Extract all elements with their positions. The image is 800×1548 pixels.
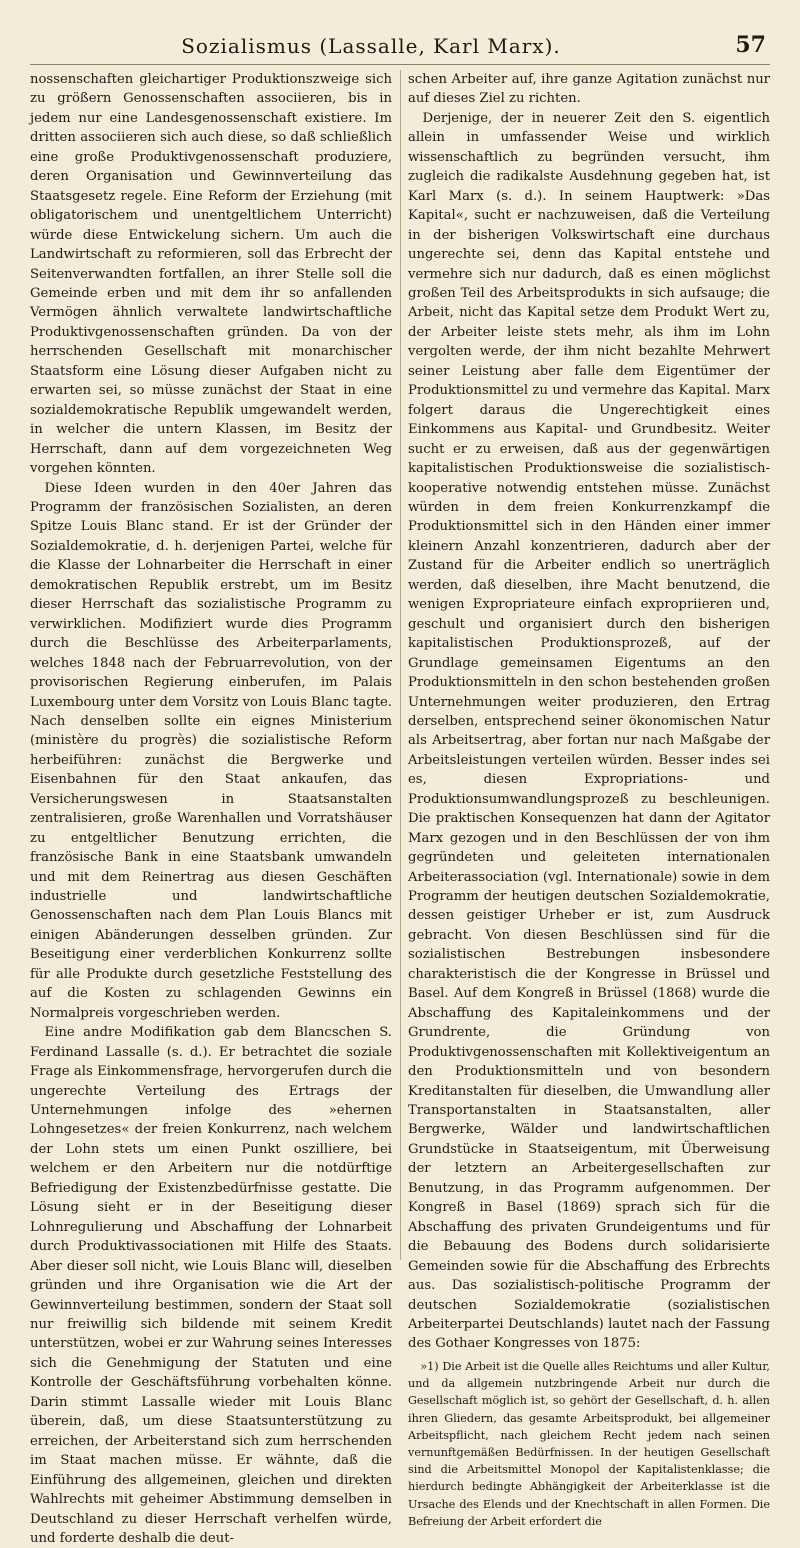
- paragraph: schen Arbeiter auf, ihre ganze Agitation zunächst nur auf dieses Ziel zu richten.: [408, 72, 770, 107]
- page-header: [32, 30, 770, 64]
- paragraph: Diese Ideen wurden in den 40er Jahren das Programm der französischen Sozialisten, an deren Spitze Louis Blanc stand. Er ist der Gründer der Sozialdemokratie, d. h. derjenigen Partei, welche für die Klasse der Lohnarbeiter die Herrschaft in einer demokratischen Republik erstrebt, um im Besitz dieser Herrschaft das sozialistische Programm zu verwirklichen. Modifiziert wurde dies Programm durch die Beschlüsse des Arbeiterparlaments, welches 1848 nach der Februarrevolution, von der provisorischen Regierung einberufen, im Palais Luxembourg unter dem Vorsitz von Louis Blanc tagte. Nach denselben sollte ein eignes Ministerium (ministère du progrès) die sozialistische Reform herbeiführen: zunächst die Bergwerke und Eisenbahnen für den Staat ankaufen, das Versicherungswesen in Staatsanstalten zentralisieren, große Warenhallen und Vorratshäuser zu entgeltlicher Benutzung errichten, die französische Bank in eine Staatsbank umwandeln und mit dem Reinertrag aus diesen Geschäften industrielle und landwirtschaftliche Genossenschaften nach dem Plan Louis Blancs mit einigen Abänderungen desselben gründen. Zur Beseitigung einer verderblichen Konkurrenz sollte für alle Produkte durch gesetzliche Feststellung des auf die Kosten zu schlagenden Gewinns ein Normalpreis vorgeschrieben werden.: [30, 480, 392, 1021]
- paragraph: Derjenige, der in neuerer Zeit den S. eigentlich allein in umfassender Weise und wirklich wissenschaftlich zu begründen versucht, ihm zugleich die radikalste Ausdehnung gegeben hat, ist Karl Marx (s. d.). In seinem Hauptwerk: »Das Kapital«, sucht er nachzuweisen, daß die Verteilung in der bisherigen Volkswirtschaft eine durchaus ungerechte sei, denn das Kapital entstehe und vermehre sich nur dadurch, daß es einen möglichst großen Teil des Arbeitsprodukts in sich aufsauge; die Arbeit, nicht das Kapital setze dem Produkt Wert zu, der Arbeiter leiste stets mehr, als ihm im Lohn vergolten werde, der ihm nicht bezahlte Mehrwert seiner Leistung aber falle dem Eigentümer der Produktionsmittel zu und vermehre das Kapital. Marx folgert daraus die Ungerechtigkeit eines Einkommens aus Kapital- und Grundbesitz. Weiter sucht er zu erweisen, daß aus der gegenwärtigen kapitalistischen Produktionsweise die sozialistisch-kooperative notwendig entstehen müsse. Zunächst würden in dem freien Konkurrenzkampf die Produktionsmittel sich in den Händen einer immer kleinern Anzahl konzentrieren, dadurch aber der Zustand für die Arbeiter endlich so unerträglich werden, daß dieselben, ihre Macht benutzend, die wenigen Expropriateure einfach expropriieren und, geschult und organisiert durch den bisherigen kapitalistischen Produktionsprozeß, auf der Grundlage gemeinsamen Eigentums an den Produktionsmitteln in den schon bestehenden großen Unternehmungen weiter produzieren, den Ertrag derselben, entsprechend seiner ökonomischen Natur als Arbeitsertrag, aber fortan nur nach Maßgabe der Arbeitsleistungen verteilen würden. Besser indes sei es, diesen Expropriations- und Produktionsumwandlungsprozeß zu beschleunigen. Die praktischen Konsequenzen hat dann der Agitator Marx gezogen und in den Beschlüssen der von ihm gegründeten und geleiteten internationalen Arbeiterassociation (vgl. Internationale) sowie in dem Programm der heutigen deutschen Sozialdemokratie, dessen geistiger Urheber er ist, zum Ausdruck gebracht. Von diesen Beschlüssen sind für die sozialistischen Bestrebungen insbesondere charakteristisch die der Kongresse in Brüssel und Basel. Auf dem Kongreß in Brüssel (1868) wurde die Abschaffung des Kapitaleinkommens und der Grundrente, die Gründung von Produktivgenossenschaften mit Kollektiveigentum an den Produktionsmitteln und von besondern Kreditanstalten für dieselben, die Umwandlung aller Transportanstalten in Staatsanstalten, aller Bergwerke, Wälder und landwirtschaftlichen Grundstücke in Staatseigentum, mit Überweisung der letztern an Arbeitergesellschaften zur Benutzung, in das Programm aufgenommen. Der Kongreß in Basel (1869) sprach sich für die Abschaffung des privaten Grundeigentums und für die Bebauung des Bodens durch solidarisierte Gemeinden sowie für die Abschaffung des Erbrechts aus. Das sozialistisch-politische Programm der deutschen Sozialdemokratie (sozialistischen Arbeiterpartei Deutschlands) lautet nach der Fassung des Gothaer Kongresses von 1875:: [408, 110, 770, 1352]
- paragraph: nossenschaften gleichartiger Produktionszweige sich zu größern Genossenschaften associieren, bis in jedem nur eine Landesgenossenschaft existiere. Im dritten associieren sich auch diese, so daß schließlich eine große Produktivgenossenschaft produziere, deren Organisation und Gewinnverteilung das Staatsgesetz regele. Eine Reform der Erziehung (mit obligatorischem und unentgeltlichem Unterricht) würde diese Entwickelung sichern. Um auch die Landwirtschaft zu reformieren, soll das Erbrecht der Seitenverwandten fortfallen, an ihrer Stelle soll die Gemeinde erben und mit dem ihr so anfallenden Vermögen ähnlich verwaltete landwirtschaftliche Produktivgenossenschaften gründen. Da von der herrschenden Gesellschaft mit monarchischer Staatsform eine Lösung dieser Aufgaben nicht zu erwarten sei, so müsse zunächst der Staat in eine sozialdemokratische Republik umgewandelt werden, in welcher die untern Klassen, im Besitz der Herrschaft, dann auf dem vorgezeichneten Weg vorgehen könnten.: [30, 72, 392, 477]
- page-number: 57: [735, 32, 766, 58]
- header-rule: [30, 64, 770, 65]
- column-divider: [400, 70, 401, 1260]
- left-column: [30, 70, 392, 1546]
- paragraph: Eine andre Modifikation gab dem Blancschen S. Ferdinand Lassalle (s. d.). Er betrachtet die soziale Frage als Einkommensfrage, hervorgerufen durch die ungerechte Verteilung des Ertrags der Unternehmungen infolge des »ehernen Lohngesetzes« der freien Konkurrenz, nach welchem der Lohn stets um einen Punkt oszilliere, bei welchem er den Arbeitern nur die notdürftige Befriedigung der Existenzbedürfnisse gestatte. Die Lösung sieht er in der Beseitigung dieser Lohnregulierung und Abschaffung der Lohnarbeit durch Produktivassociationen mit Hilfe des Staats. Aber dieser soll nicht, wie Louis Blanc will, dieselben gründen und ihre Organisation wie die Art der Gewinnverteilung bestimmen, sondern der Staat soll nur freiwillig sich bildende mit seinem Kredit unterstützen, wobei er zur Wahrung seines Interesses sich die Genehmigung der Statuten und eine Kontrolle der Geschäftsführung vorbehalten könne. Darin stimmt Lassalle wieder mit Louis Blanc überein, daß, um diese Staatsunterstützung zu erreichen, der Arbeiterstand sich zum herrschenden im Staat machen müsse. Er wähnte, daß die Einführung des allgemeinen, gleichen und direkten Wahlrechts mit geheimer Abstimmung demselben in Deutschland zu dieser Herrschaft verhelfen würde, und forderte deshalb die deut-: [30, 1025, 392, 1546]
- right-column: [408, 70, 770, 1528]
- running-title: Sozialismus (Lassalle, Karl Marx).: [181, 34, 561, 58]
- program-quote: »1) Die Arbeit ist die Quelle alles Reichtums und aller Kultur, und da allgemein nutzbringende Arbeit nur durch die Gesellschaft möglich ist, so gehört der Gesellschaft, d. h. allen ihren Gliedern, das gesamte Arbeitsprodukt, bei allgemeiner Arbeitspflicht, nach gleichem Recht jedem nach seinen vernunftgemäßen Bedürfnissen. In der heutigen Gesellschaft sind die Arbeitsmittel Monopol der Kapitalistenklasse; die hierdurch bedingte Abhängigkeit der Arbeiterklasse ist die Ursache des Elends und der Knechtschaft in allen Formen. Die Befreiung der Arbeit erfordert die: [408, 1359, 770, 1528]
